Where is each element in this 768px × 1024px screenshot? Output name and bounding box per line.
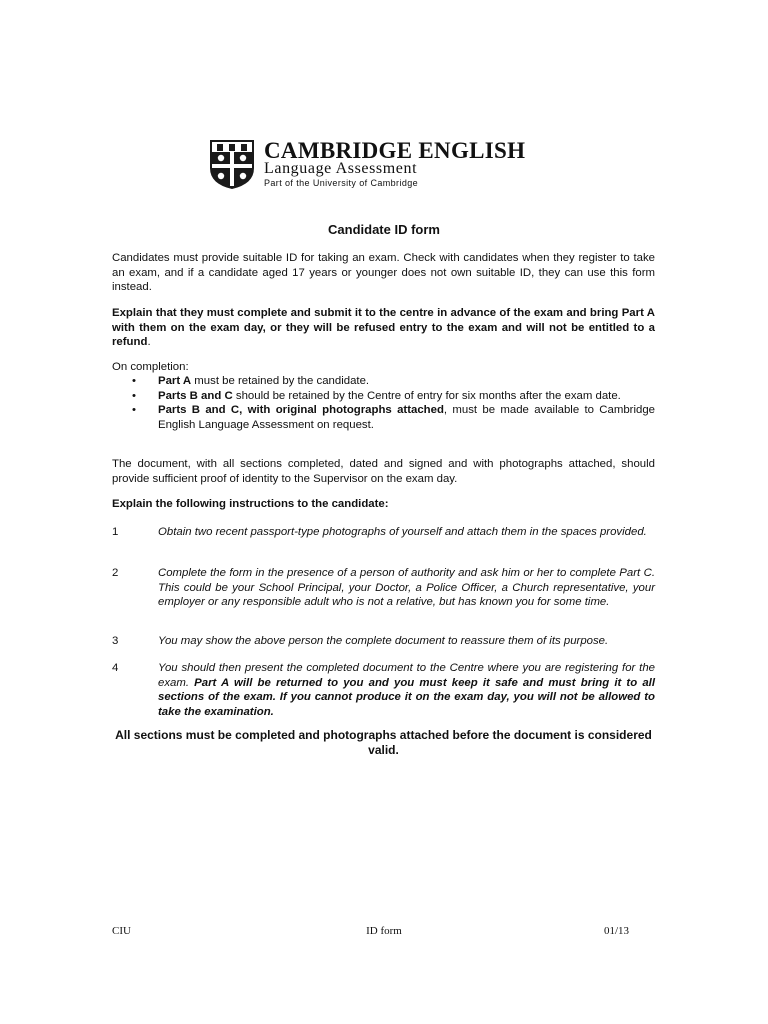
bullet-bold: Parts B and C, with original photographs attached <box>158 404 444 416</box>
warning-text: Explain that they must complete and submit it to the centre in advance of the exam and bring Part A with them on the exam day, or they will be refused entry to the exam and will not be entitled to a refund <box>112 307 655 348</box>
warning-end: . <box>147 336 151 348</box>
logo-part-of: Part of the University of Cambridge <box>264 178 419 188</box>
bullet-icon: • <box>132 389 136 402</box>
instruction-number: 2 <box>112 567 119 579</box>
instruction-item <box>112 634 655 649</box>
bullet-text: must be retained by the candidate. <box>191 375 370 387</box>
instruction-text <box>158 634 655 649</box>
instruction-text <box>158 525 655 540</box>
instruction-text <box>158 566 655 610</box>
instruction-body: Obtain two recent passport-type photographs of yourself and attach them in the spaces provided. <box>158 526 647 538</box>
instruction-text <box>158 661 655 719</box>
bullet-bold: Part A <box>158 375 192 387</box>
bullet-icon: • <box>132 404 136 416</box>
page-title: Candidate ID form <box>328 222 440 237</box>
completion-bullet-list <box>112 374 655 432</box>
instruction-body: Complete the form in the presence of a person of authority and ask him or her to complete Part C. This could be your School Principal, your Doctor, a Police Officer, a Church representative, your employer or any responsible adult who is not a relative, but has known you for some time. <box>158 567 655 608</box>
list-item <box>112 374 655 389</box>
instruction-item <box>112 525 655 540</box>
instruction-body: You should then present the completed document to the Centre where you are registering for the exam. <box>158 662 655 689</box>
intro-paragraph: Candidates must provide suitable ID for taking an exam. Check with candidates when they register to take an exam, and if a candidate aged 17 years or younger does not own suitable ID, they can use this form instead. <box>112 252 655 293</box>
on-completion-label: On completion: <box>112 361 189 373</box>
instruction-item <box>112 566 655 610</box>
bullet-text: , must be made available to Cambridge English Language Assessment on request. <box>158 404 655 431</box>
instruction-bold: Part A will be returned to you and you must keep it safe and must bring it to all sections of the exam. If you cannot produce it on the exam day, you will not be allowed to take the examination. <box>158 676 655 718</box>
instructions-heading: Explain the following instructions to the candidate: <box>112 498 389 510</box>
final-note: All sections must be completed and photographs attached before the document is considered valid. <box>115 728 652 757</box>
footer-left: CIU <box>112 925 131 937</box>
list-item <box>112 403 655 432</box>
instruction-number: 4 <box>112 662 119 674</box>
instruction-body: You may show the above person the complete document to reassure them of its purpose. <box>158 635 609 647</box>
bullet-icon: • <box>132 375 136 387</box>
document-note-paragraph: The document, with all sections completed, dated and signed and with photographs attached, should provide sufficient proof of identity to the Supervisor on the exam day. <box>112 458 655 485</box>
warning-paragraph <box>112 306 655 350</box>
instruction-item <box>112 661 655 719</box>
footer-center: ID form <box>366 925 402 937</box>
logo-subtitle: Language Assessment <box>264 160 418 177</box>
footer-right: 01/13 <box>604 925 630 937</box>
bullet-text: should be retained by the Centre of entry for six months after the exam date. <box>232 389 621 402</box>
university-crest-icon <box>208 138 256 190</box>
cambridge-english-logo <box>208 138 548 190</box>
logo-title: CAMBRIDGE ENGLISH <box>264 138 526 163</box>
instruction-number: 1 <box>112 526 119 538</box>
list-item <box>112 389 655 404</box>
bullet-bold: Parts B and C <box>158 389 233 402</box>
instruction-number: 3 <box>112 635 119 647</box>
